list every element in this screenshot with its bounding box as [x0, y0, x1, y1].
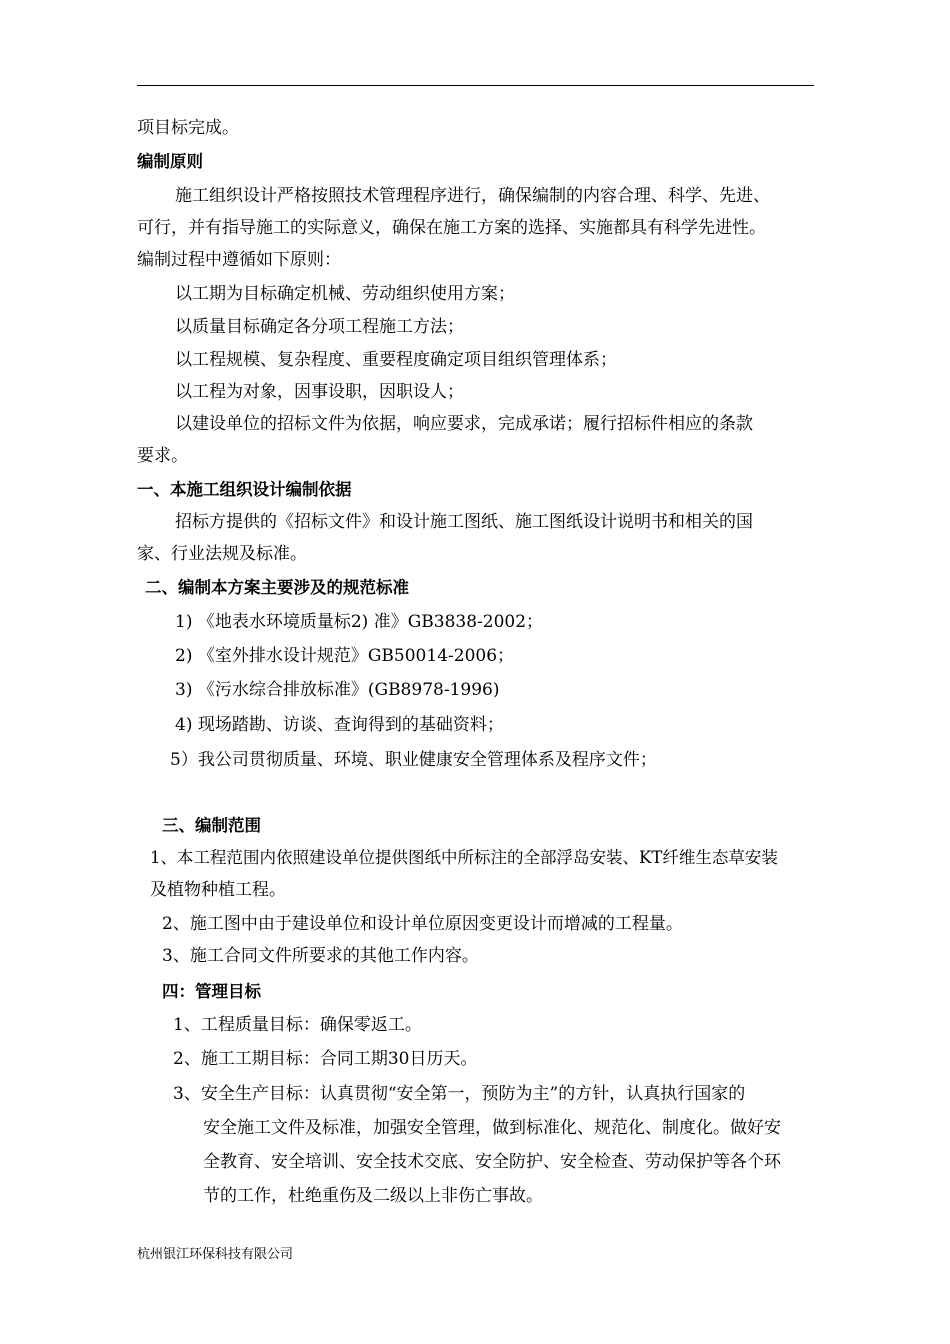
scope-item-3: 3、施工合同文件所要求的其他工作内容。 [162, 946, 479, 966]
principles-para-line-2: 可行，并有指导施工的实际意义，确保在施工方案的选择、实施都具有科学先进性。 [137, 218, 766, 238]
principle-item: 以质量目标确定各分项工程施工方法； [175, 317, 464, 337]
principle-item: 以工程为对象，因事设职，因职设人； [175, 382, 464, 402]
principles-para-line-1: 施工组织设计严格按照技术管理程序进行，确保编制的内容合理、科学、先进、 [175, 186, 770, 206]
principle-item: 以建设单位的招标文件为依据，响应要求，完成承诺；履行招标件相应的条款 [175, 414, 753, 434]
standard-item: 3) 《污水综合排放标准》(GB8978-1996) [175, 680, 500, 700]
principle-item: 以工期为目标确定机械、劳动组织使用方案； [175, 284, 515, 304]
principle-item: 以工程规模、复杂程度、重要程度确定项目组织管理体系； [175, 350, 617, 370]
standard-item: 1) 《地表水环境质量标2) 准》GB3838-2002； [175, 612, 544, 632]
principles-para-line-3: 编制过程中遵循如下原则： [137, 250, 341, 270]
scope-item-1-line-2: 及植物种植工程。 [150, 880, 286, 900]
principles-heading: 编制原则 [137, 152, 203, 171]
goal-item-3-line-3: 全教育、安全培训、安全技术交底、安全防护、安全检查、劳动保护等各个环 [203, 1152, 781, 1172]
footer-company: 杭州银江环保科技有限公司 [137, 1247, 294, 1262]
intro-tail: 项目标完成。 [137, 118, 239, 138]
goal-item-2: 2、施工工期目标：合同工期30日历天。 [173, 1049, 478, 1069]
section1-line-2: 家、行业法规及标准。 [137, 544, 307, 564]
scope-item-2: 2、施工图中由于建设单位和设计单位原因变更设计而增减的工程量。 [162, 914, 683, 934]
principle-item-continuation: 要求。 [137, 446, 188, 466]
standard-item: 2) 《室外排水设计规范》GB50014-2006； [175, 646, 515, 666]
section2-heading: 二、编制本方案主要涉及的规范标准 [145, 578, 409, 597]
scope-item-1-line-1: 1、本工程范围内依照建设单位提供图纸中所标注的全部浮岛安装、KT纤维生态草安装 [150, 848, 778, 867]
section4-heading: 四：管理目标 [162, 982, 261, 1001]
header-rule [137, 85, 814, 86]
section1-line-1: 招标方提供的《招标文件》和设计施工图纸、施工图纸设计说明书和相关的国 [175, 512, 753, 532]
section1-heading: 一、本施工组织设计编制依据 [137, 480, 352, 499]
standard-item: 5）我公司贯彻质量、环境、职业健康安全管理体系及程序文件； [170, 750, 657, 770]
standard-item: 4) 现场踏勘、访谈、查询得到的基础资料； [175, 715, 504, 735]
goal-item-1: 1、工程质量目标：确保零返工。 [173, 1015, 422, 1035]
section3-heading: 三、编制范围 [162, 816, 261, 835]
goal-item-3-line-1: 3、安全生产目标：认真贯彻“安全第一，预防为主”的方针，认真执行国家的 [173, 1084, 746, 1104]
goal-item-3-line-2: 安全施工文件及标准，加强安全管理，做到标准化、规范化、制度化。做好安 [203, 1118, 781, 1138]
goal-item-3-line-4: 节的工作，杜绝重伤及二级以上非伤亡事故。 [203, 1186, 543, 1206]
